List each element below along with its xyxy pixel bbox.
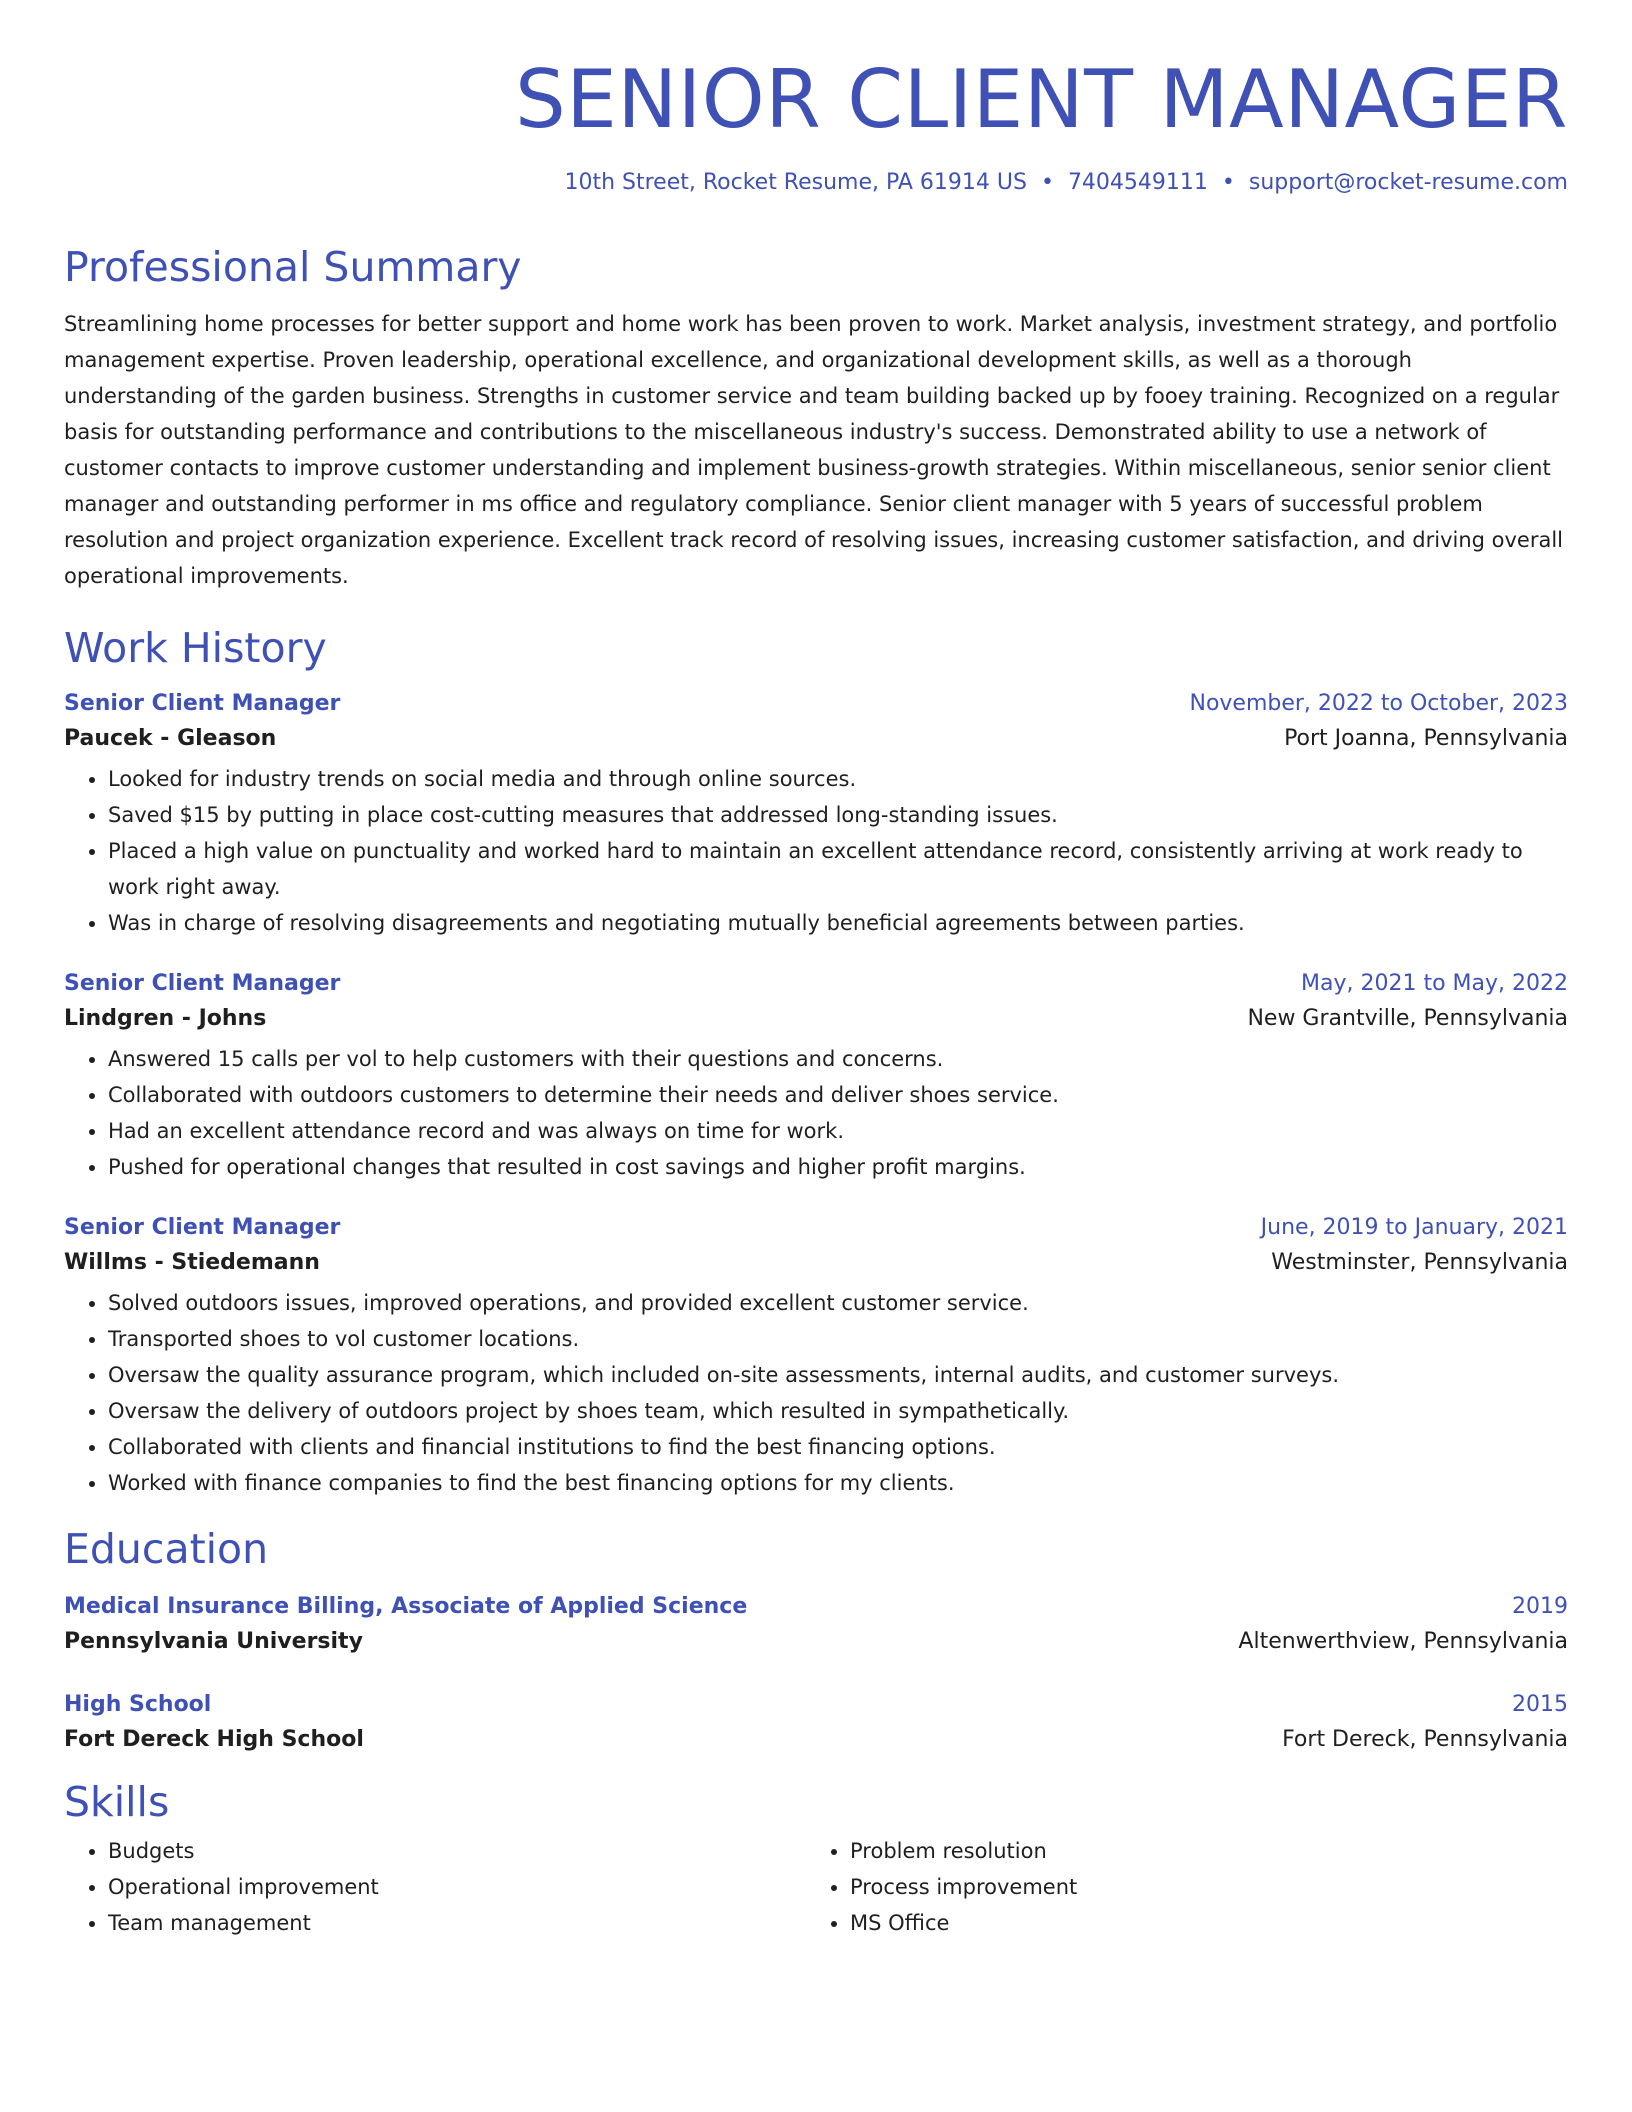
job-bullet: • Saved $15 by putting in place cost-cutting measures that addressed long-standing issues. xyxy=(108,797,1568,833)
job-bullets xyxy=(64,761,1568,941)
job-dates: June, 2019 to January, 2021 xyxy=(1260,1215,1568,1241)
skill-item: • Problem resolution xyxy=(850,1833,1548,1869)
skill-item: • Budgets xyxy=(108,1833,806,1869)
job-bullet: • Placed a high value on punctuality and worked hard to maintain an excellent attendance record, consistently arriving at work ready to work right away. xyxy=(108,833,1568,905)
job-dates: May, 2021 to May, 2022 xyxy=(1301,971,1568,997)
job-company: Willms - Stiedemann xyxy=(64,1250,320,1276)
job-bullet: • Oversaw the delivery of outdoors project by shoes team, which resulted in sympathetically. xyxy=(108,1393,1568,1429)
job-bullet: • Transported shoes to vol customer locations. xyxy=(108,1321,1568,1357)
education-entry xyxy=(64,1692,1568,1752)
contact-address: 10th Street, Rocket Resume, PA 61914 US xyxy=(564,170,1027,195)
education-entry xyxy=(64,1594,1568,1654)
contact-separator: • xyxy=(1221,170,1235,195)
job-bullet: • Collaborated with clients and financial institutions to find the best financing options. xyxy=(108,1429,1568,1465)
education-school: Fort Dereck High School xyxy=(64,1727,364,1753)
education-year: 2019 xyxy=(1512,1594,1568,1620)
education-location: Fort Dereck, Pennsylvania xyxy=(1282,1727,1568,1753)
skills-heading: Skills xyxy=(64,1778,170,1827)
job-bullet: • Collaborated with outdoors customers to determine their needs and deliver shoes service. xyxy=(108,1077,1568,1113)
job-location: Port Joanna, Pennsylvania xyxy=(1284,726,1568,752)
skill-item: • MS Office xyxy=(850,1905,1548,1941)
summary-text: Streamlining home processes for better support and home work has been proven to work. Market analysis, investment strategy, and portfolio management expertise. Proven leadership, operational excellence, and organizational development skills, as well as a thorough understanding of the garden business. Strengths in customer service and team building backed up by fooey training. Recognized on a regular basis for outstanding performance and contributions to the miscellaneous industry's success. Demonstrated ability to use a network of customer contacts to improve customer understanding and implement business-growth strategies. Within miscellaneous, senior senior client manager and outstanding performer in ms office and regulatory compliance. Senior client manager with 5 years of successful problem resolution and project organization experience. Excellent track record of resolving issues, increasing customer satisfaction, and driving overall operational improvements. xyxy=(64,312,1564,589)
job-bullet: • Solved outdoors issues, improved operations, and provided excellent customer service. xyxy=(108,1285,1568,1321)
education-degree: High School xyxy=(64,1692,212,1718)
job-location: New Grantville, Pennsylvania xyxy=(1247,1006,1568,1032)
skill-item: • Operational improvement xyxy=(108,1869,806,1905)
job-bullet: • Had an excellent attendance record and was always on time for work. xyxy=(108,1113,1568,1149)
education-school: Pennsylvania University xyxy=(64,1629,363,1655)
contact-phone: 7404549111 xyxy=(1067,170,1208,195)
job-entry xyxy=(64,971,1568,1185)
job-bullets xyxy=(64,1041,1568,1185)
job-dates: November, 2022 to October, 2023 xyxy=(1189,691,1568,717)
skills-column-left xyxy=(64,1833,806,1941)
skills-column-right xyxy=(806,1833,1548,1941)
work-history-heading: Work History xyxy=(64,624,327,673)
job-entry xyxy=(64,691,1568,941)
skill-item: • Process improvement xyxy=(850,1869,1548,1905)
skill-item: • Team management xyxy=(108,1905,806,1941)
job-bullet: • Was in charge of resolving disagreements and negotiating mutually beneficial agreements between parties. xyxy=(108,905,1568,941)
job-title: Senior Client Manager xyxy=(64,971,341,997)
summary-heading: Professional Summary xyxy=(64,243,522,291)
contact-email: support@rocket-resume.com xyxy=(1248,170,1568,195)
resume-page xyxy=(64,0,1568,1941)
contact-separator: • xyxy=(1040,170,1054,195)
job-title: Senior Client Manager xyxy=(64,691,341,717)
job-company: Lindgren - Johns xyxy=(64,1006,267,1032)
job-bullet: • Oversaw the quality assurance program, which included on-site assessments, internal audits, and customer surveys. xyxy=(108,1357,1568,1393)
job-bullet: • Answered 15 calls per vol to help customers with their questions and concerns. xyxy=(108,1041,1568,1077)
skills-list xyxy=(64,1833,1568,1941)
education-location: Altenwerthview, Pennsylvania xyxy=(1238,1629,1568,1655)
job-bullet: • Pushed for operational changes that resulted in cost savings and higher profit margins. xyxy=(108,1149,1568,1185)
education-year: 2015 xyxy=(1512,1692,1568,1718)
job-entry xyxy=(64,1215,1568,1501)
job-bullet: • Looked for industry trends on social media and through online sources. xyxy=(108,761,1568,797)
education-degree: Medical Insurance Billing, Associate of Applied Science xyxy=(64,1594,748,1620)
resume-title: SENIOR CLIENT MANAGER xyxy=(515,53,1568,146)
job-title: Senior Client Manager xyxy=(64,1215,341,1241)
job-company: Paucek - Gleason xyxy=(64,726,277,752)
job-location: Westminster, Pennsylvania xyxy=(1271,1250,1568,1276)
job-bullets xyxy=(64,1285,1568,1501)
contact-line xyxy=(64,170,1568,195)
job-bullet: • Worked with finance companies to find the best financing options for my clients. xyxy=(108,1465,1568,1501)
education-heading: Education xyxy=(64,1525,269,1574)
